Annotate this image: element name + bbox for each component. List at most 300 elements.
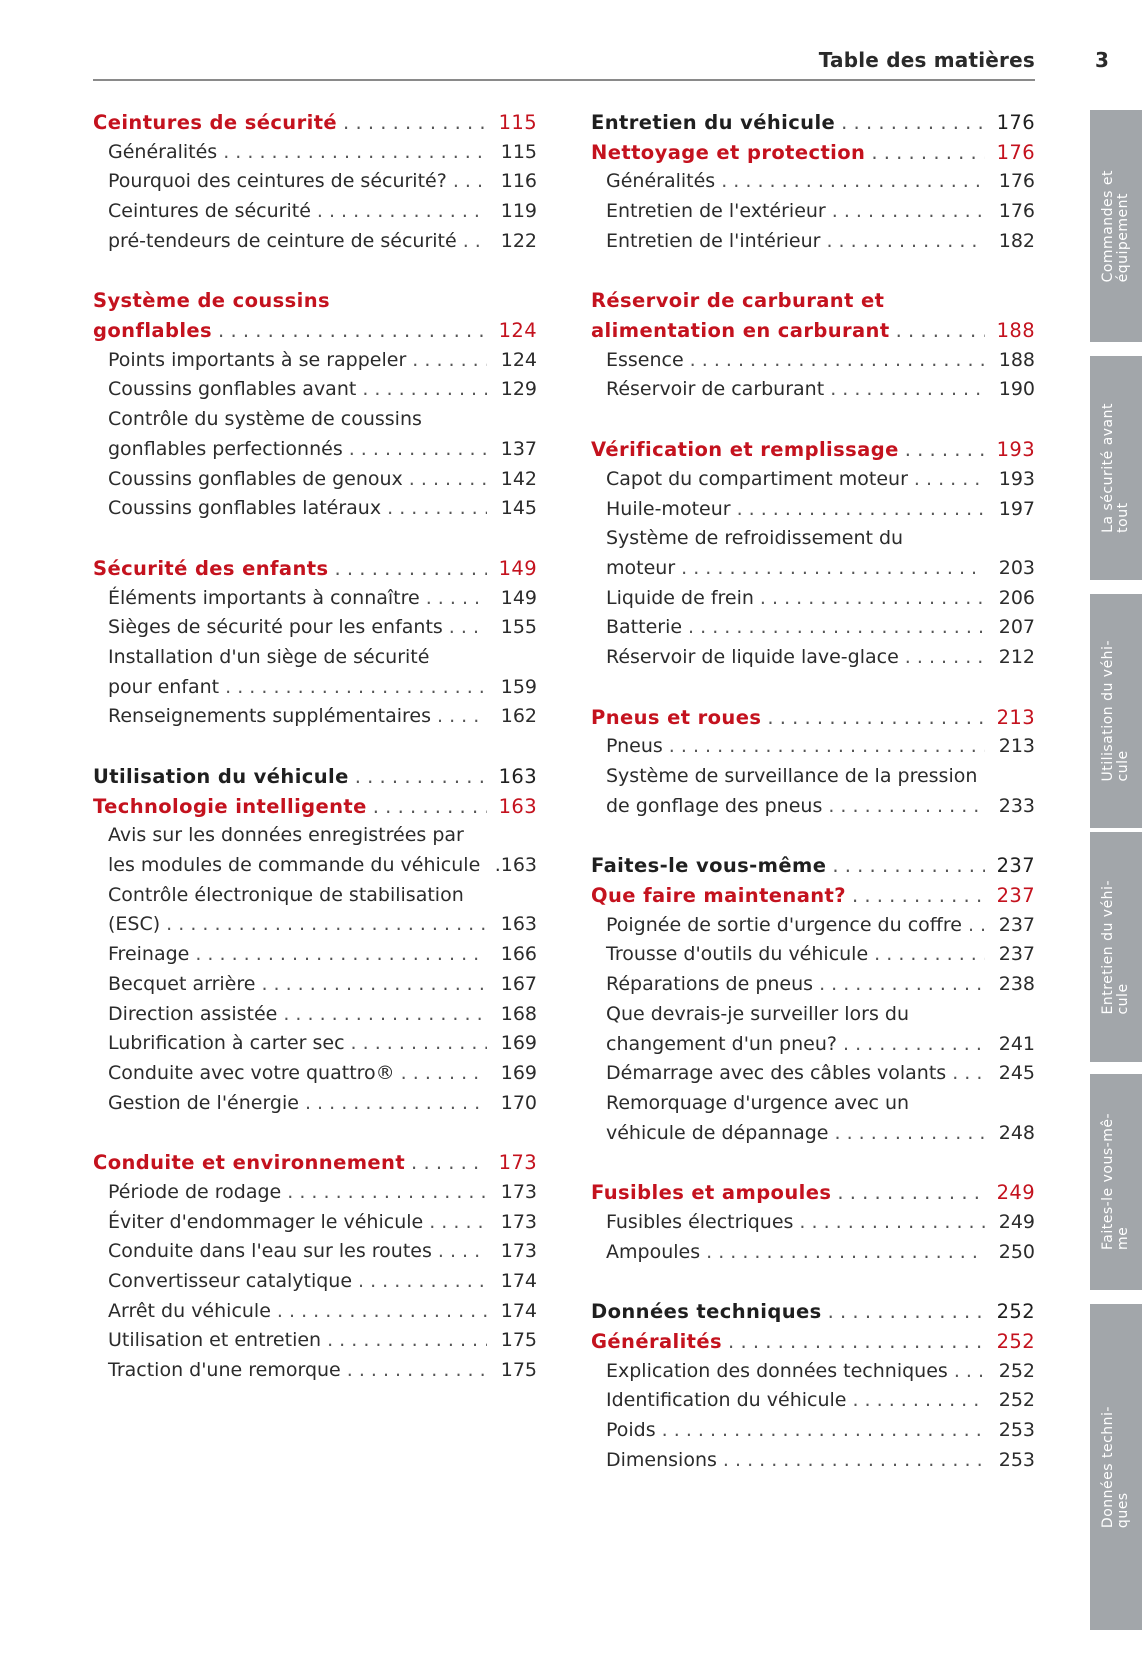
chapter-tab[interactable] — [1090, 110, 1142, 342]
toc-leader-dots — [896, 316, 985, 346]
toc-entry-title: Trousse d'outils du véhicule — [606, 943, 869, 966]
toc-entry-title: Nettoyage et protection — [591, 140, 866, 164]
chapter-tab[interactable] — [1090, 832, 1142, 1062]
toc-entry-title: Réparations de pneus — [606, 973, 814, 996]
toc-page-number: 166 — [500, 943, 537, 966]
toc-leader-dots — [277, 1297, 487, 1327]
toc-entry[interactable] — [591, 1357, 1035, 1387]
header-title: Table des matières — [818, 48, 1035, 72]
toc-leader-dots — [343, 108, 487, 138]
toc-section — [591, 851, 1035, 1148]
toc-entry[interactable] — [591, 1119, 1035, 1149]
toc-entry[interactable] — [591, 584, 1035, 614]
toc-entry[interactable] — [93, 227, 537, 257]
toc-entry-title: véhicule de dépannage — [606, 1121, 829, 1144]
page-header — [93, 46, 1035, 81]
toc-entry-title: Que faire maintenant? — [591, 884, 846, 908]
toc-entry[interactable] — [93, 167, 537, 197]
toc-page-number: 124 — [500, 348, 537, 371]
toc-chapter-entry[interactable] — [93, 762, 537, 792]
toc-leader-dots — [351, 1029, 487, 1059]
toc-entry[interactable] — [93, 197, 537, 227]
toc-leader-dots — [828, 792, 985, 822]
toc-entry-title: Technologie intelligente — [93, 794, 367, 818]
toc-entry-title: moteur — [606, 556, 676, 579]
toc-entry[interactable] — [591, 554, 1035, 584]
toc-page-number: 241 — [998, 1032, 1035, 1055]
toc-entry-title: Sécurité des enfants — [93, 556, 329, 580]
toc-entry-title: Capot du compartiment moteur — [606, 467, 908, 490]
toc-entry-title: Poids — [606, 1419, 656, 1442]
toc-chapter-entry[interactable] — [591, 316, 1035, 346]
toc-entry[interactable] — [93, 1000, 537, 1030]
toc-entry-title: Remorquage d'urgence avec un — [606, 1091, 910, 1114]
toc-entry[interactable] — [591, 1446, 1035, 1476]
toc-entry-title: Points importants à se rappeler — [108, 348, 407, 371]
toc-section — [591, 703, 1035, 822]
toc-page-number: 188 — [996, 319, 1035, 343]
toc-leader-dots — [347, 1356, 487, 1386]
toc-entry-title: Coussins gonflables latéraux — [108, 497, 382, 520]
toc-page-number: 213 — [998, 735, 1035, 758]
toc-entry-title: alimentation en carburant — [591, 319, 890, 343]
toc-leader-dots — [723, 1446, 985, 1476]
toc-entry[interactable] — [93, 702, 537, 732]
toc-page-number: 115 — [500, 140, 537, 163]
toc-leader-dots — [449, 613, 487, 643]
toc-section — [93, 108, 537, 256]
toc-entry[interactable] — [93, 940, 537, 970]
toc-leader-dots — [261, 970, 487, 1000]
toc-leader-dots — [830, 376, 985, 406]
toc-leader-dots — [799, 1208, 985, 1238]
chapter-tab[interactable] — [1090, 594, 1142, 828]
toc-page-number: 188 — [998, 348, 1035, 371]
toc-entry[interactable] — [93, 1029, 537, 1059]
toc-chapter-entry[interactable] — [591, 138, 1035, 168]
toc-leader-dots — [728, 1327, 985, 1357]
toc-entry[interactable] — [591, 911, 1035, 941]
toc-entry[interactable] — [591, 613, 1035, 643]
toc-leader-dots — [690, 346, 985, 376]
toc-entry-title: Contrôle du système de coussins — [108, 408, 422, 431]
toc-entry[interactable] — [93, 613, 537, 643]
toc-entry-title: Ceintures de sécurité — [108, 200, 311, 223]
toc-page-number: 170 — [500, 1091, 537, 1114]
toc-page-number: 173 — [500, 1180, 537, 1203]
toc-entry-title: Données techniques — [591, 1300, 822, 1324]
toc-chapter-entry[interactable] — [591, 435, 1035, 465]
toc-chapter-entry[interactable] — [591, 851, 1035, 881]
toc-entry-title: Conduite et environnement — [93, 1151, 406, 1175]
chapter-tab-label: Faites-le vous-mê- me — [1100, 1113, 1131, 1251]
toc-page-number: 252 — [998, 1359, 1035, 1382]
toc-page-number: 182 — [998, 229, 1035, 252]
toc-entry — [93, 821, 537, 851]
toc-entry[interactable] — [591, 1416, 1035, 1446]
toc-leader-dots — [832, 197, 985, 227]
toc-entry-title: Coussins gonflables avant — [108, 378, 357, 401]
toc-leader-dots — [166, 911, 487, 941]
toc-page-number: 206 — [998, 586, 1035, 609]
toc-entry-title: Identification du véhicule — [606, 1389, 847, 1412]
toc-page-number: 190 — [998, 378, 1035, 401]
toc-entry[interactable] — [93, 435, 537, 465]
toc-entry-title: Système de surveillance de la pression — [606, 765, 978, 788]
toc-leader-dots — [681, 554, 985, 584]
toc-section — [93, 1148, 537, 1386]
toc-page-number: 119 — [500, 200, 537, 223]
toc-entry-title: pré-tendeurs de ceinture de sécurité — [108, 229, 457, 252]
toc-entry — [591, 762, 1035, 792]
toc-page-number: 155 — [500, 616, 537, 639]
toc-page-number: 253 — [998, 1419, 1035, 1442]
toc-entry-title: Fusibles et ampoules — [591, 1181, 832, 1205]
toc-entry[interactable] — [591, 732, 1035, 762]
toc-entry[interactable] — [591, 227, 1035, 257]
toc-chapter-entry — [93, 286, 537, 316]
toc-page-number: 175 — [500, 1359, 537, 1382]
toc-entry-title: de gonflage des pneus — [606, 794, 823, 817]
toc-entry-title: Pneus — [606, 735, 663, 758]
toc-entry[interactable] — [93, 970, 537, 1000]
toc-entry-title: Réservoir de carburant — [606, 378, 825, 401]
toc-page-number: 137 — [500, 437, 537, 460]
toc-page-number: 237 — [998, 913, 1035, 936]
toc-page-number: 149 — [500, 586, 537, 609]
toc-page-number: 176 — [996, 110, 1035, 134]
toc-page-number: 163 — [498, 765, 537, 789]
chapter-tab-label: La sécurité avant tout — [1100, 403, 1131, 533]
toc-chapter-entry[interactable] — [93, 792, 537, 822]
toc-entry-title: Que devrais-je surveiller lors du — [606, 1002, 910, 1025]
toc-leader-dots — [218, 316, 487, 346]
toc-entry — [93, 405, 537, 435]
toc-entry-title: Conduite avec votre quattro® — [108, 1061, 395, 1084]
toc-leader-dots — [952, 1059, 985, 1089]
toc-entry-title: Généralités — [606, 170, 716, 193]
toc-entry-title: les modules de commande du véhicule — [108, 854, 481, 877]
toc-page-number: 145 — [500, 497, 537, 520]
toc-section — [591, 286, 1035, 405]
toc-page-number: 174 — [500, 1270, 537, 1293]
toc-leader-dots — [662, 1416, 985, 1446]
toc-leader-dots — [412, 346, 487, 376]
toc-chapter-entry[interactable] — [93, 316, 537, 346]
toc-page-number: 175 — [500, 1329, 537, 1352]
toc-page-number: 162 — [500, 705, 537, 728]
toc-chapter-entry[interactable] — [591, 1297, 1035, 1327]
toc-entry-title: Avis sur les données enregistrées par — [108, 824, 464, 847]
toc-page-number: 207 — [998, 616, 1035, 639]
toc-section — [591, 1297, 1035, 1475]
toc-leader-dots — [905, 435, 985, 465]
toc-page-number: 129 — [500, 378, 537, 401]
toc-page-number: 193 — [998, 467, 1035, 490]
toc-page-number: 252 — [998, 1389, 1035, 1412]
toc-page-number: 124 — [498, 319, 537, 343]
toc-entry[interactable] — [591, 970, 1035, 1000]
toc-entry-title: Traction d'une remorque — [108, 1359, 341, 1382]
toc-entry-title: Pourquoi des ceintures de sécurité? — [108, 170, 447, 193]
toc-leader-dots — [852, 1386, 985, 1416]
toc-page-number: 116 — [500, 170, 537, 193]
toc-chapter-entry[interactable] — [93, 1148, 537, 1178]
toc-leader-dots — [954, 1357, 985, 1387]
toc-entry[interactable] — [591, 643, 1035, 673]
chapter-tab-label: Données techni- ques — [1100, 1405, 1131, 1529]
toc-entry[interactable] — [93, 346, 537, 376]
toc-entry[interactable] — [93, 1178, 537, 1208]
toc-entry[interactable] — [93, 465, 537, 495]
chapter-tab[interactable] — [1090, 356, 1142, 580]
toc-entry-title: Ceintures de sécurité — [93, 110, 338, 134]
toc-leader-dots — [706, 1238, 985, 1268]
toc-chapter-entry[interactable] — [591, 108, 1035, 138]
toc-page-number: 238 — [998, 973, 1035, 996]
toc-entry[interactable] — [93, 1297, 537, 1327]
toc-leader-dots — [760, 584, 985, 614]
toc-entry[interactable] — [591, 495, 1035, 525]
toc-entry-title: Éviter d'endommager le véhicule — [108, 1210, 424, 1233]
toc-page-number: 163 — [500, 913, 537, 936]
chapter-tab[interactable] — [1090, 1304, 1142, 1630]
toc-leader-dots — [968, 911, 985, 941]
toc-page-number: 159 — [500, 675, 537, 698]
toc-page-number: 149 — [498, 556, 537, 580]
toc-entry-title: Convertisseur catalytique — [108, 1270, 353, 1293]
toc-leader-dots — [721, 167, 985, 197]
toc-entry-title: pour enfant — [108, 675, 220, 698]
toc-leader-dots — [429, 1208, 487, 1238]
toc-entry[interactable] — [591, 376, 1035, 406]
toc-page-number: 115 — [498, 110, 537, 134]
toc-entry-title: Coussins gonflables de genoux — [108, 467, 403, 490]
toc-entry — [93, 643, 537, 673]
toc-entry-title: gonflables perfectionnés — [108, 437, 343, 460]
toc-entry[interactable] — [93, 851, 537, 881]
toc-leader-dots — [834, 1119, 985, 1149]
toc-entry-title: Becquet arrière — [108, 972, 256, 995]
toc-leader-dots — [767, 703, 985, 733]
toc-entry[interactable] — [591, 792, 1035, 822]
toc-leader-dots — [832, 851, 985, 881]
toc-page-number: 237 — [998, 943, 1035, 966]
chapter-tab-label: Utilisation du véhi- cule — [1100, 640, 1131, 782]
toc-chapter-entry[interactable] — [93, 554, 537, 584]
toc-page-number: 237 — [996, 854, 1035, 878]
toc-leader-dots — [358, 1267, 487, 1297]
toc-entry[interactable] — [591, 1030, 1035, 1060]
toc-page-number: 169 — [500, 1061, 537, 1084]
toc-page-number: 122 — [500, 229, 537, 252]
toc-entry-title: Système de refroidissement du — [606, 527, 904, 550]
toc-section — [591, 1178, 1035, 1267]
toc-entry[interactable] — [93, 1089, 537, 1119]
toc-entry-title: Réservoir de liquide lave-glace — [606, 645, 899, 668]
toc-page-number: 248 — [998, 1121, 1035, 1144]
toc-entry-title: Arrêt du véhicule — [108, 1299, 271, 1322]
toc-entry[interactable] — [591, 1059, 1035, 1089]
toc-entry-title: Période de rodage — [108, 1180, 282, 1203]
toc-entry-title: Explication des données techniques — [606, 1359, 948, 1382]
toc-leader-dots — [287, 1178, 487, 1208]
toc-page-number: 176 — [998, 200, 1035, 223]
toc-page-number: 173 — [500, 1240, 537, 1263]
toc-page-number: 233 — [998, 794, 1035, 817]
toc-section — [93, 554, 537, 732]
toc-entry-title: Lubrification à carter sec — [108, 1032, 345, 1055]
toc-entry[interactable] — [93, 1208, 537, 1238]
toc-page-number: 252 — [996, 1330, 1035, 1354]
toc-page-number: 212 — [998, 645, 1035, 668]
toc-leader-dots — [409, 465, 487, 495]
toc-entry[interactable] — [93, 138, 537, 168]
toc-page-number: 252 — [996, 1300, 1035, 1324]
toc-entry-title: Entretien de l'intérieur — [606, 229, 821, 252]
toc-entry-title: Batterie — [606, 616, 683, 639]
toc-leader-dots — [223, 138, 487, 168]
page-number: 3 — [1095, 48, 1109, 72]
toc-leader-dots — [819, 970, 985, 1000]
toc-chapter-entry[interactable] — [591, 1327, 1035, 1357]
toc-entry[interactable] — [591, 1386, 1035, 1416]
toc-entry-title: Réservoir de carburant et — [591, 289, 885, 313]
toc-entry[interactable] — [591, 465, 1035, 495]
toc-entry-title: Vérification et remplissage — [591, 438, 899, 462]
toc-page-number: 237 — [996, 884, 1035, 908]
toc-page-number: 168 — [500, 1002, 537, 1025]
toc-leader-dots — [828, 1297, 985, 1327]
toc-page-number: 193 — [996, 438, 1035, 462]
toc-leader-dots — [195, 940, 487, 970]
toc-entry[interactable] — [93, 584, 537, 614]
toc-page-number: 249 — [996, 1181, 1035, 1205]
toc-leader-dots — [669, 732, 985, 762]
chapter-tab[interactable] — [1090, 1074, 1142, 1290]
toc-leader-dots — [426, 584, 487, 614]
toc-entry[interactable] — [93, 1237, 537, 1267]
toc-entry-title: Fusibles électriques — [606, 1210, 794, 1233]
toc-entry-title: Dimensions — [606, 1448, 717, 1471]
toc-entry-title: Ampoules — [606, 1240, 701, 1263]
toc-leader-dots — [914, 465, 985, 495]
toc-section — [591, 108, 1035, 256]
toc-entry-title: Système de coussins — [93, 289, 331, 313]
toc-leader-dots — [401, 1059, 487, 1089]
toc-entry[interactable] — [93, 1267, 537, 1297]
toc-entry — [93, 881, 537, 911]
toc-entry-title: Direction assistée — [108, 1002, 278, 1025]
toc-page-number: 253 — [998, 1448, 1035, 1471]
toc-entry-title: Freinage — [108, 943, 190, 966]
toc-leader-dots — [737, 495, 985, 525]
toc-leader-dots — [871, 138, 985, 168]
toc-leader-dots — [688, 613, 985, 643]
toc-leader-dots — [335, 554, 488, 584]
toc-page-number: 249 — [998, 1210, 1035, 1233]
toc-entry[interactable] — [93, 376, 537, 406]
toc-leader-dots — [355, 762, 487, 792]
toc-page-number: 213 — [996, 705, 1035, 729]
toc-page-number: 173 — [498, 1151, 537, 1175]
toc-leader-dots — [317, 197, 487, 227]
toc-entry-title: Éléments importants à connaître — [108, 586, 420, 609]
toc-entry[interactable] — [591, 346, 1035, 376]
toc-entry[interactable] — [591, 1208, 1035, 1238]
toc-section — [93, 762, 537, 1118]
toc-entry-title: changement d'un pneu? — [606, 1032, 837, 1055]
toc-entry — [591, 1089, 1035, 1119]
toc-entry[interactable] — [591, 941, 1035, 971]
toc-entry[interactable] — [591, 167, 1035, 197]
toc-entry[interactable] — [93, 494, 537, 524]
toc-entry-title: gonflables — [93, 319, 213, 343]
toc-entry — [591, 1000, 1035, 1030]
chapter-tab-label: Commandes et équipement — [1100, 169, 1131, 283]
toc-leader-dots — [225, 673, 487, 703]
toc-page-number: 176 — [998, 170, 1035, 193]
toc-entry[interactable] — [93, 1059, 537, 1089]
toc-chapter-entry[interactable] — [591, 703, 1035, 733]
toc-entry-title: Essence — [606, 348, 684, 371]
toc-leader-dots — [837, 1178, 985, 1208]
toc-section — [591, 435, 1035, 673]
toc-leader-dots — [463, 227, 487, 257]
toc-chapter-entry[interactable] — [93, 108, 537, 138]
toc-entry[interactable] — [93, 911, 537, 941]
toc-page-number: 174 — [500, 1299, 537, 1322]
toc-page-number: 163 — [498, 794, 537, 818]
toc-entry[interactable] — [591, 197, 1035, 227]
toc-page-number: 142 — [500, 467, 537, 490]
toc-entry-title: Huile-moteur — [606, 497, 731, 520]
toc-leader-dots — [373, 792, 487, 822]
toc-left-column — [93, 108, 537, 1416]
toc-entry — [591, 524, 1035, 554]
toc-entry[interactable] — [93, 1326, 537, 1356]
toc-leader-dots — [387, 494, 487, 524]
toc-entry-title: Démarrage avec des câbles volants — [606, 1062, 947, 1085]
toc-leader-dots — [438, 1237, 487, 1267]
toc-entry-title: Entretien de l'extérieur — [606, 200, 826, 223]
toc-chapter-entry — [591, 286, 1035, 316]
toc-entry-title: Généralités — [108, 140, 218, 163]
toc-page-number: 173 — [500, 1210, 537, 1233]
toc-entry-title: Poignée de sortie d'urgence du coffre — [606, 913, 962, 936]
toc-entry-title: (ESC) — [108, 913, 161, 936]
toc-page-number: 203 — [998, 556, 1035, 579]
toc-page-number: 167 — [500, 972, 537, 995]
toc-entry-title: Généralités — [591, 1330, 723, 1354]
toc-leader-dots — [843, 1030, 985, 1060]
toc-entry-title: Renseignements supplémentaires — [108, 705, 431, 728]
toc-entry[interactable] — [591, 1238, 1035, 1268]
toc-leader-dots — [411, 1148, 487, 1178]
toc-entry-title: Installation d'un siège de sécurité — [108, 646, 430, 668]
toc-entry-title: Sièges de sécurité pour les enfants — [108, 616, 443, 639]
toc-entry-title: Conduite dans l'eau sur les routes — [108, 1240, 432, 1263]
toc-page-number: 197 — [998, 497, 1035, 520]
toc-leader-dots — [283, 1000, 487, 1030]
toc-chapter-entry[interactable] — [591, 881, 1035, 911]
toc-right-column — [591, 108, 1035, 1506]
toc-chapter-entry[interactable] — [591, 1178, 1035, 1208]
toc-entry[interactable] — [93, 673, 537, 703]
toc-entry-title: Utilisation et entretien — [108, 1329, 322, 1352]
toc-entry[interactable] — [93, 1356, 537, 1386]
toc-page-number: 250 — [998, 1240, 1035, 1263]
